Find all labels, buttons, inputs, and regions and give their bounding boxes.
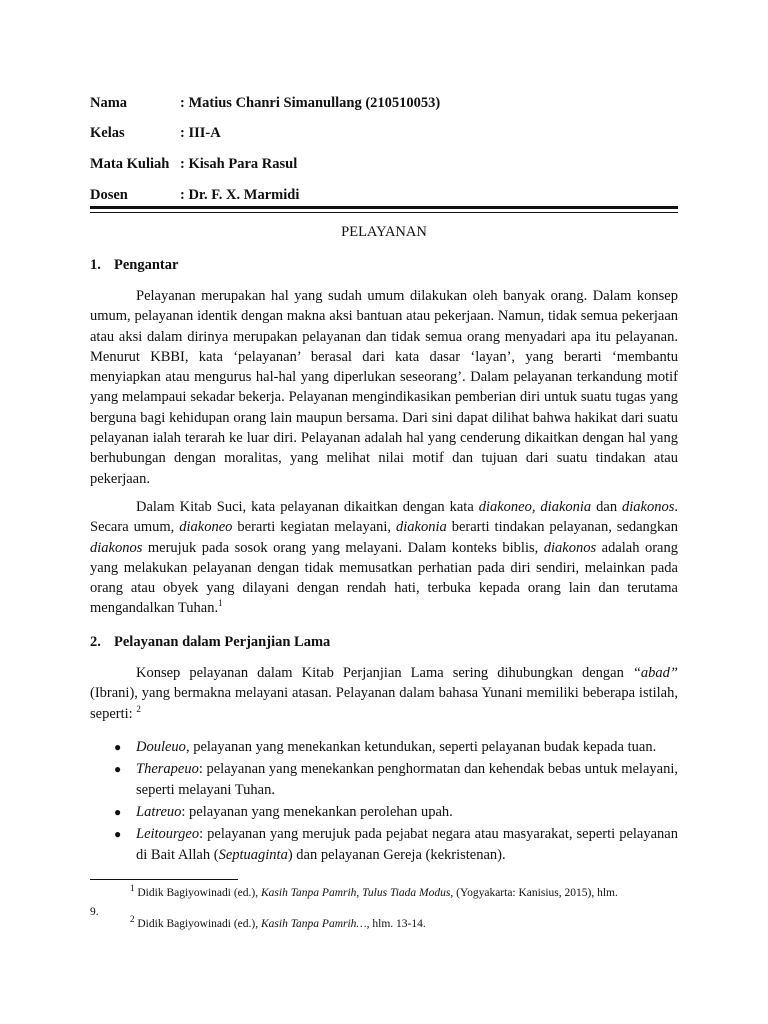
bullet-icon: ● xyxy=(114,740,122,754)
section-number: 1. xyxy=(90,257,101,273)
bullet-icon: ● xyxy=(114,827,122,841)
header-label: Mata Kuliah xyxy=(90,156,170,172)
bullet-icon: ● xyxy=(114,805,122,819)
list-item: ● Therapeuo: pelayanan yang menekankan penghormatan dan kehendak bebas untuk melayani, seperti melayani Tuhan. xyxy=(114,761,678,798)
footnote-2: $^2$ Didik Bagiyowinadi (ed.), Kasih Tanpa Pamrih…, hlm. 13-14. xyxy=(130,914,426,930)
footnote-divider xyxy=(90,879,238,880)
footnote-1: $^1$ Didik Bagiyowinadi (ed.), Kasih Tanpa Pamrih, Tulus Tiada Modus, (Yogyakarta: Kanisius, 2015), hlm. 9. xyxy=(90,883,618,918)
section-number: 2. xyxy=(90,634,101,650)
header-value: : Kisah Para Rasul xyxy=(180,156,298,172)
paragraph-pengantar-1: Pelayanan merupakan hal yang sudah umum dilakukan oleh banyak orang. Dalam konsep umum, pelayanan identik dengan makna aksi bantuan atau pekerjaan. Namun, tidak semua pekerjaan atau aksi dalam dirinya merupakan pelayanan dan tidak semua orang menyadari apa itu pelayanan. Menurut KBBI, kata ‘pelayanan’ berasal dari kata dasar ‘layan’, yang berarti ‘membantu menyiapkan atau mengurus hal-hal yang diperlukan seseorang’. Dalam pelayanan terkandung motif yang melampaui sekadar bekerja. Pelayanan mengindikasikan pemberian diri untuk suatu tugas yang berguna bagi kehidupan orang lain maupun bersama. Dari sini dapat dilihat bahwa hakikat dari suatu pelayanan ialah terarah ke luar diri. Pelayanan adalah hal yang cenderung dikaitkan dengan hal yang berhubungan dengan moralitas, yang melihat nilai motif dan tujuan dari suatu tindakan atau pekerjaan. xyxy=(90,288,678,487)
paragraph-pengantar-2: Dalam Kitab Suci, kata pelayanan dikaitkan dengan kata diakoneo, diakonia dan diakonos. Secara umum, diakoneo berarti kegiatan melayani, diakonia berarti tindakan pelayanan, sedangkan diakonos merujuk pada sosok orang yang melayani. Dalam konteks biblis, diakonos adalah orang yang melakukan pelayanan dengan tidak memusatkan perhatian pada diri sendiri, melainkan pada orang atau obyek yang dilayani dengan rendah hati, terbuka kepada orang lain dan terutama mengandalkan Tuhan.$^1$ xyxy=(90,499,678,617)
header-divider-thick xyxy=(90,206,678,209)
section-title: Pelayanan dalam Perjanjian Lama xyxy=(114,634,331,650)
bullet-icon: ● xyxy=(114,762,122,776)
header-value: : Dr. F. X. Marmidi xyxy=(180,187,300,203)
header-label: Kelas xyxy=(90,125,125,141)
list-item: ● Douleuo, pelayanan yang menekankan ketundukan, seperti pelayanan budak kepada tuan. xyxy=(112,737,678,758)
footnote-ref-1[interactable]: 1 xyxy=(218,598,223,609)
list-item: ● Leitourgeo: pelayanan yang merujuk pada pejabat negara atau masyarakat, seperti pelayanan di Bait Allah (Septuaginta) dan pelayanan Gereja (kekristenan). xyxy=(114,826,678,863)
header-label: Dosen xyxy=(90,187,128,203)
section-title: Pengantar xyxy=(114,257,179,273)
document-title: PELAYANAN xyxy=(341,224,427,240)
section-heading-1 xyxy=(90,257,178,274)
header-value: : III-A xyxy=(180,125,221,141)
greek-terms-list xyxy=(112,737,678,867)
list-item: ● Latreuo: pelayanan yang menekankan perolehan upah. xyxy=(112,802,678,823)
header-value: : Matius Chanri Simanullang (210510053) xyxy=(180,95,441,111)
footnote-ref-2[interactable]: 2 xyxy=(136,703,141,714)
header-label: Nama xyxy=(90,95,128,111)
section-heading-2 xyxy=(90,634,330,651)
paragraph-pl-1: Konsep pelayanan dalam Kitab Perjanjian Lama sering dihubungkan dengan “abad” (Ibrani), yang bermakna melayani atasan. Pelayanan dalam bahasa Yunani memiliki beberapa istilah, seperti: $^2$ xyxy=(90,665,678,722)
header-divider-thin xyxy=(90,212,678,213)
